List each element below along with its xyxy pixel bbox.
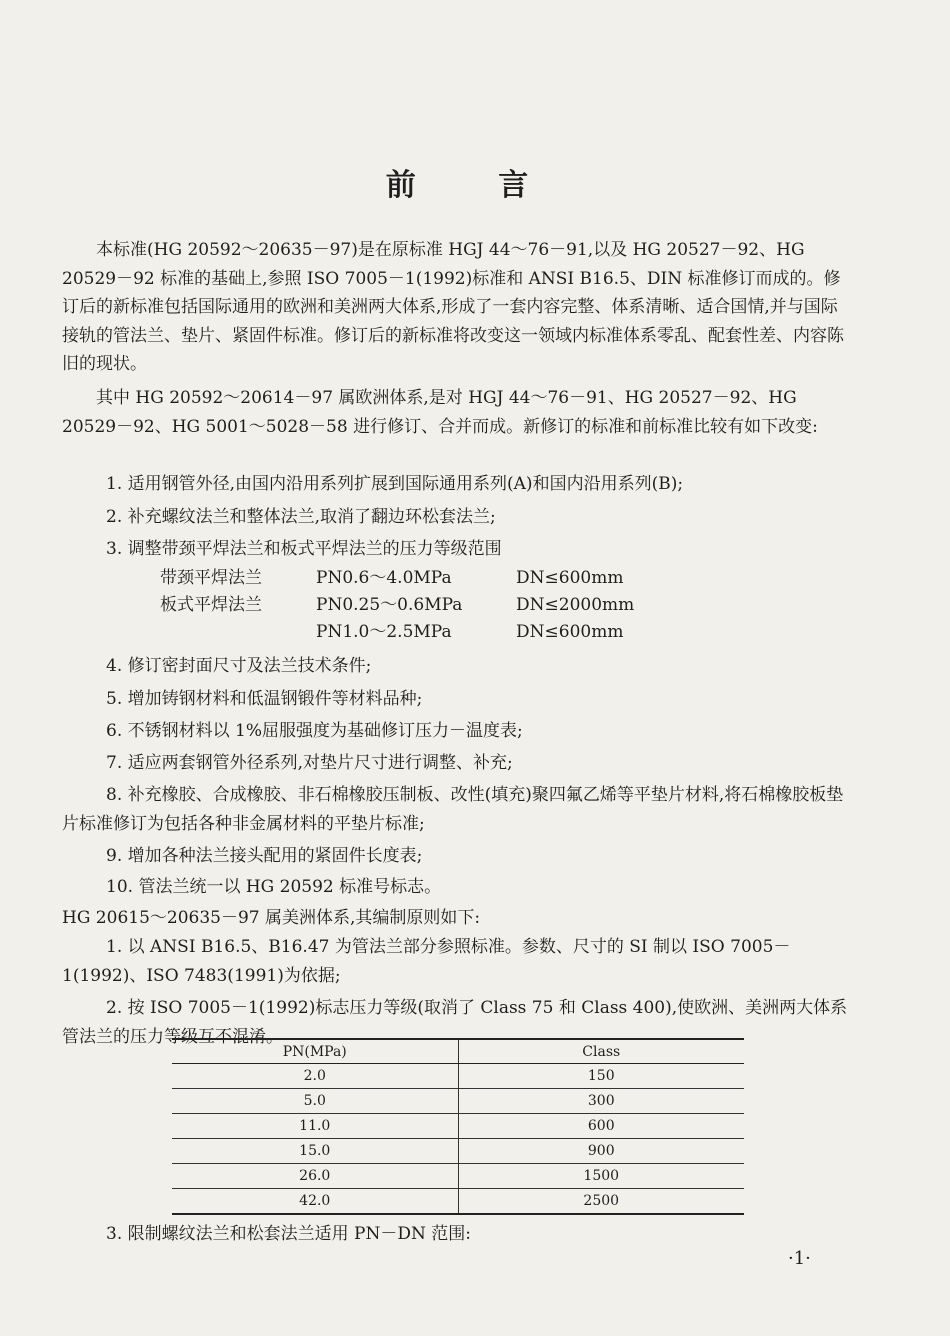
table-row: 2.0 150 <box>172 1064 744 1089</box>
pn-class-table <box>172 1038 744 1215</box>
document-page: 前 言 本标准(HG 20592～20635－97)是在原标准 HGJ 44～76－91,以及 HG 20527－92、HG 20529－92 标准的基础上,参照 ISO 7005－1(1992)标准和 ANSI B16.5、DIN 标准修订而成的。修订后的新标准包括国际通用的欧洲和美洲两大体系,形成了一套内容完整、体系清晰、适合国情,并与国际接轨的管法兰、垫片、紧固件标准。修订后的新标准将改变这一领域内标准体系零乱、配套性差、内容陈旧的现状。 其中 HG 20592～20614－97 属欧洲体系,是对 HGJ 44～76－91、HG 20527－92、HG 20529－92、HG 5001～5028－58 进行修订、合并而成。新修订的标准和前标准比较有如下改变: 1. 适用钢管外径,由国内沿用系列扩展到国际通用系列(A)和国内沿用系列(B); 2. 补充螺纹法兰和整体法兰,取消了翻边环松套法兰; 3. 调整带颈平焊法兰和板式平焊法兰的压力等级范围 带颈平焊法兰 PN0.6～4.0MPa DN≤600mm 板式平焊法兰 PN0.25～0.6MPa DN≤2000mm PN1.0～2.5MPa DN≤600mm 4. 修订密封面尺寸及法兰技术条件; 5. 增加铸钢材料和低温钢锻件等材料品种; 6. 不锈钢材料以 1%屈服强度为基础修订压力－温度表; 7. 适应两套钢管外径系列,对垫片尺寸进行调整、补充; 8. 补充橡胶、合成橡胶、非石棉橡胶压制板、改性(填充)聚四氟乙烯等平垫片材料,将石棉橡胶板垫片标准修订为包括各种非金属材料的平垫片标准; 9. 增加各种法兰接头配用的紧固件长度表; 10. 管法兰统一以 HG 20592 标准号标志。 HG 20615～20635－97 属美洲体系,其编制原则如下: 1. 以 ANSI B16.5、B16.47 为管法兰部分参照标准。参数、尺寸的 SI 制以 ISO 7005－1(1992)、ISO 7483(1991)为依据; 2. 按 ISO 7005－1(1992)标志压力等级(取消了 Class 75 和 Class 400),使欧洲、美洲两大体系管法兰的压力等级互不混淆。 PN(MPa) Class 2.0 150 5.0 300 11.0 600 15.0 900 26.0 1500 42.0 2500 3. 限制螺纹法兰和松套法兰适用 PN－DN 范围: ·1· <box>0 0 950 1336</box>
table-header-cell: Class <box>458 1039 744 1064</box>
list-item: 2. 按 ISO 7005－1(1992)标志压力等级(取消了 Class 75 和 Class 400),使欧洲、美洲两大体系管法兰的压力等级互不混淆。 <box>62 998 848 1047</box>
list-item: 9. 增加各种法兰接头配用的紧固件长度表; <box>106 846 423 866</box>
list-item: 1. 以 ANSI B16.5、B16.47 为管法兰部分参照标准。参数、尺寸的 SI 制以 ISO 7005－1(1992)、ISO 7483(1991)为依据; <box>62 937 791 986</box>
list-item: 3. 限制螺纹法兰和松套法兰适用 PN－DN 范围: <box>106 1224 471 1244</box>
paragraph-american: HG 20615～20635－97 属美洲体系,其编制原则如下: <box>62 908 481 928</box>
list-item: 1. 适用钢管外径,由国内沿用系列扩展到国际通用系列(A)和国内沿用系列(B); <box>106 474 684 494</box>
paragraph-european: 其中 HG 20592～20614－97 属欧洲体系,是对 HGJ 44～76－91、HG 20527－92、HG 20529－92、HG 5001～5028－58 进行修订、合并而成。新修订的标准和前标准比较有如下改变: <box>62 388 818 437</box>
table-header-row <box>172 1039 744 1064</box>
table-row: 42.0 2500 <box>172 1189 744 1215</box>
page-title: 前 言 <box>385 168 565 203</box>
table-row: 15.0 900 <box>172 1139 744 1164</box>
list-item: 6. 不锈钢材料以 1%屈服强度为基础修订压力－温度表; <box>106 721 523 741</box>
table-row: 11.0 600 <box>172 1114 744 1139</box>
list-item: 4. 修订密封面尺寸及法兰技术条件; <box>106 656 372 676</box>
table-row: 26.0 1500 <box>172 1164 744 1189</box>
list-item: 3. 调整带颈平焊法兰和板式平焊法兰的压力等级范围 <box>106 539 502 559</box>
page-number: ·1· <box>788 1248 811 1269</box>
table-header-cell: PN(MPa) <box>172 1039 458 1064</box>
list-item: 2. 补充螺纹法兰和整体法兰,取消了翻边环松套法兰; <box>106 507 496 527</box>
list-item: 5. 增加铸钢材料和低温钢锻件等材料品种; <box>106 689 423 709</box>
list-item: 7. 适应两套钢管外径系列,对垫片尺寸进行调整、补充; <box>106 753 513 773</box>
list-item: 10. 管法兰统一以 HG 20592 标准号标志。 <box>106 877 442 897</box>
list-item: 8. 补充橡胶、合成橡胶、非石棉橡胶压制板、改性(填充)聚四氟乙烯等平垫片材料,将石棉橡胶板垫片标准修订为包括各种非金属材料的平垫片标准; <box>62 785 844 834</box>
table-row: 5.0 300 <box>172 1089 744 1114</box>
paragraph-intro: 本标准(HG 20592～20635－97)是在原标准 HGJ 44～76－91,以及 HG 20527－92、HG 20529－92 标准的基础上,参照 ISO 7005－1(1992)标准和 ANSI B16.5、DIN 标准修订而成的。修订后的新标准包括国际通用的欧洲和美洲两大体系,形成了一套内容完整、体系清晰、适合国情,并与国际接轨的管法兰、垫片、紧固件标准。修订后的新标准将改变这一领域内标准体系零乱、配套性差、内容陈旧的现状。 <box>62 240 844 374</box>
